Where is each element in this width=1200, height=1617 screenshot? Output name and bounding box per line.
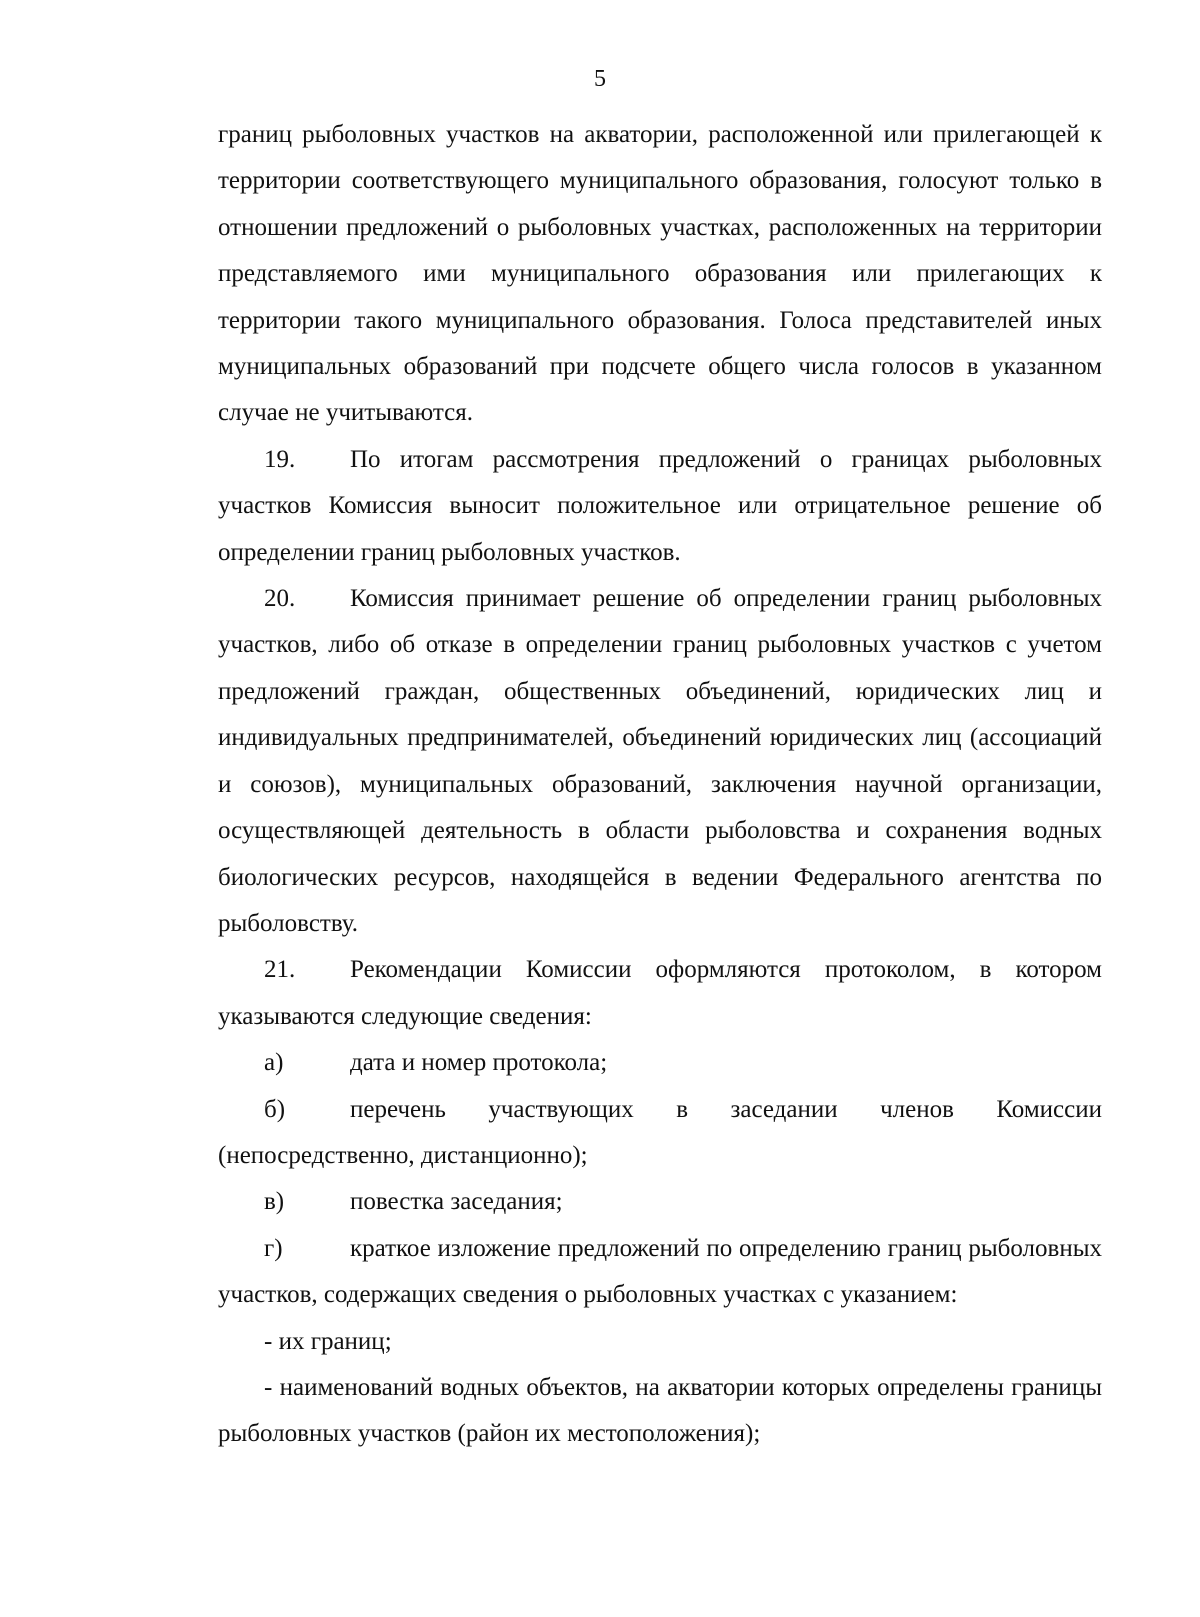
- list-item-a: [218, 1040, 1102, 1086]
- document-body: [218, 112, 1102, 1458]
- list-item-text: краткое изложение предложений по определению границ рыболовных участков, содержащих сведения о рыболовных участках с указанием:: [218, 1234, 1102, 1309]
- paragraph-number: 19.: [264, 445, 296, 473]
- paragraph-text: Комиссия принимает решение об определении границ рыболовных участков, либо об отказе в определении границ рыболовных участков с учетом предложений граждан, общественных объединений, юридических лиц и индивидуальных предпринимателей, объединений юридических лиц (ассоциаций и союзов), муниципальных образований, заключения научной организации, осуществляющей деятельность в области рыболовства и сохранения водных биологических ресурсов, находящейся в ведении Федерального агентства по рыболовству.: [218, 585, 1102, 937]
- paragraph-text: Рекомендации Комиссии оформляются протоколом, в котором указываются следующие сведения:: [218, 956, 1102, 1030]
- paragraph-number: 21.: [264, 956, 296, 984]
- paragraph-continuation: границ рыболовных участков на акватории, расположенной или прилегающей к территории соответствующего муниципального образования, голосуют только в отношении предложений о рыболовных участках, расположенных на территории представляемого ими муниципального образования или прилегающих к территории такого муниципального образования. Голоса представителей иных муниципальных образований при подсчете общего числа голосов в указанном случае не учитываются.: [218, 121, 1102, 427]
- list-item-g: [218, 1226, 1102, 1319]
- list-item-text: перечень участвующих в заседании членов Комиссии (непосредственно, дистанционно);: [218, 1095, 1102, 1169]
- list-item-v: [218, 1179, 1102, 1225]
- list-item-text: повестка заседания;: [350, 1188, 563, 1216]
- list-item-marker: б): [264, 1095, 286, 1123]
- paragraph-21: [218, 947, 1102, 1040]
- list-item-marker: в): [264, 1188, 285, 1216]
- dash-item-water-bodies: - наименований водных объектов, на акватории которых определены границы рыболовных участков (район их местоположения);: [218, 1373, 1102, 1448]
- paragraph-20: [218, 576, 1102, 947]
- list-item-marker: а): [264, 1049, 284, 1077]
- list-item-marker: г): [264, 1234, 283, 1262]
- list-item-b: [218, 1087, 1102, 1180]
- page-number: 5: [594, 66, 606, 92]
- paragraph-19: [218, 437, 1102, 576]
- paragraph-number: 20.: [264, 585, 296, 613]
- paragraph-text: По итогам рассмотрения предложений о границах рыболовных участков Комиссия выносит положительное или отрицательное решение об определении границ рыболовных участков.: [218, 445, 1102, 566]
- list-item-text: дата и номер протокола;: [350, 1049, 608, 1077]
- dash-item-borders: - их границ;: [264, 1327, 392, 1355]
